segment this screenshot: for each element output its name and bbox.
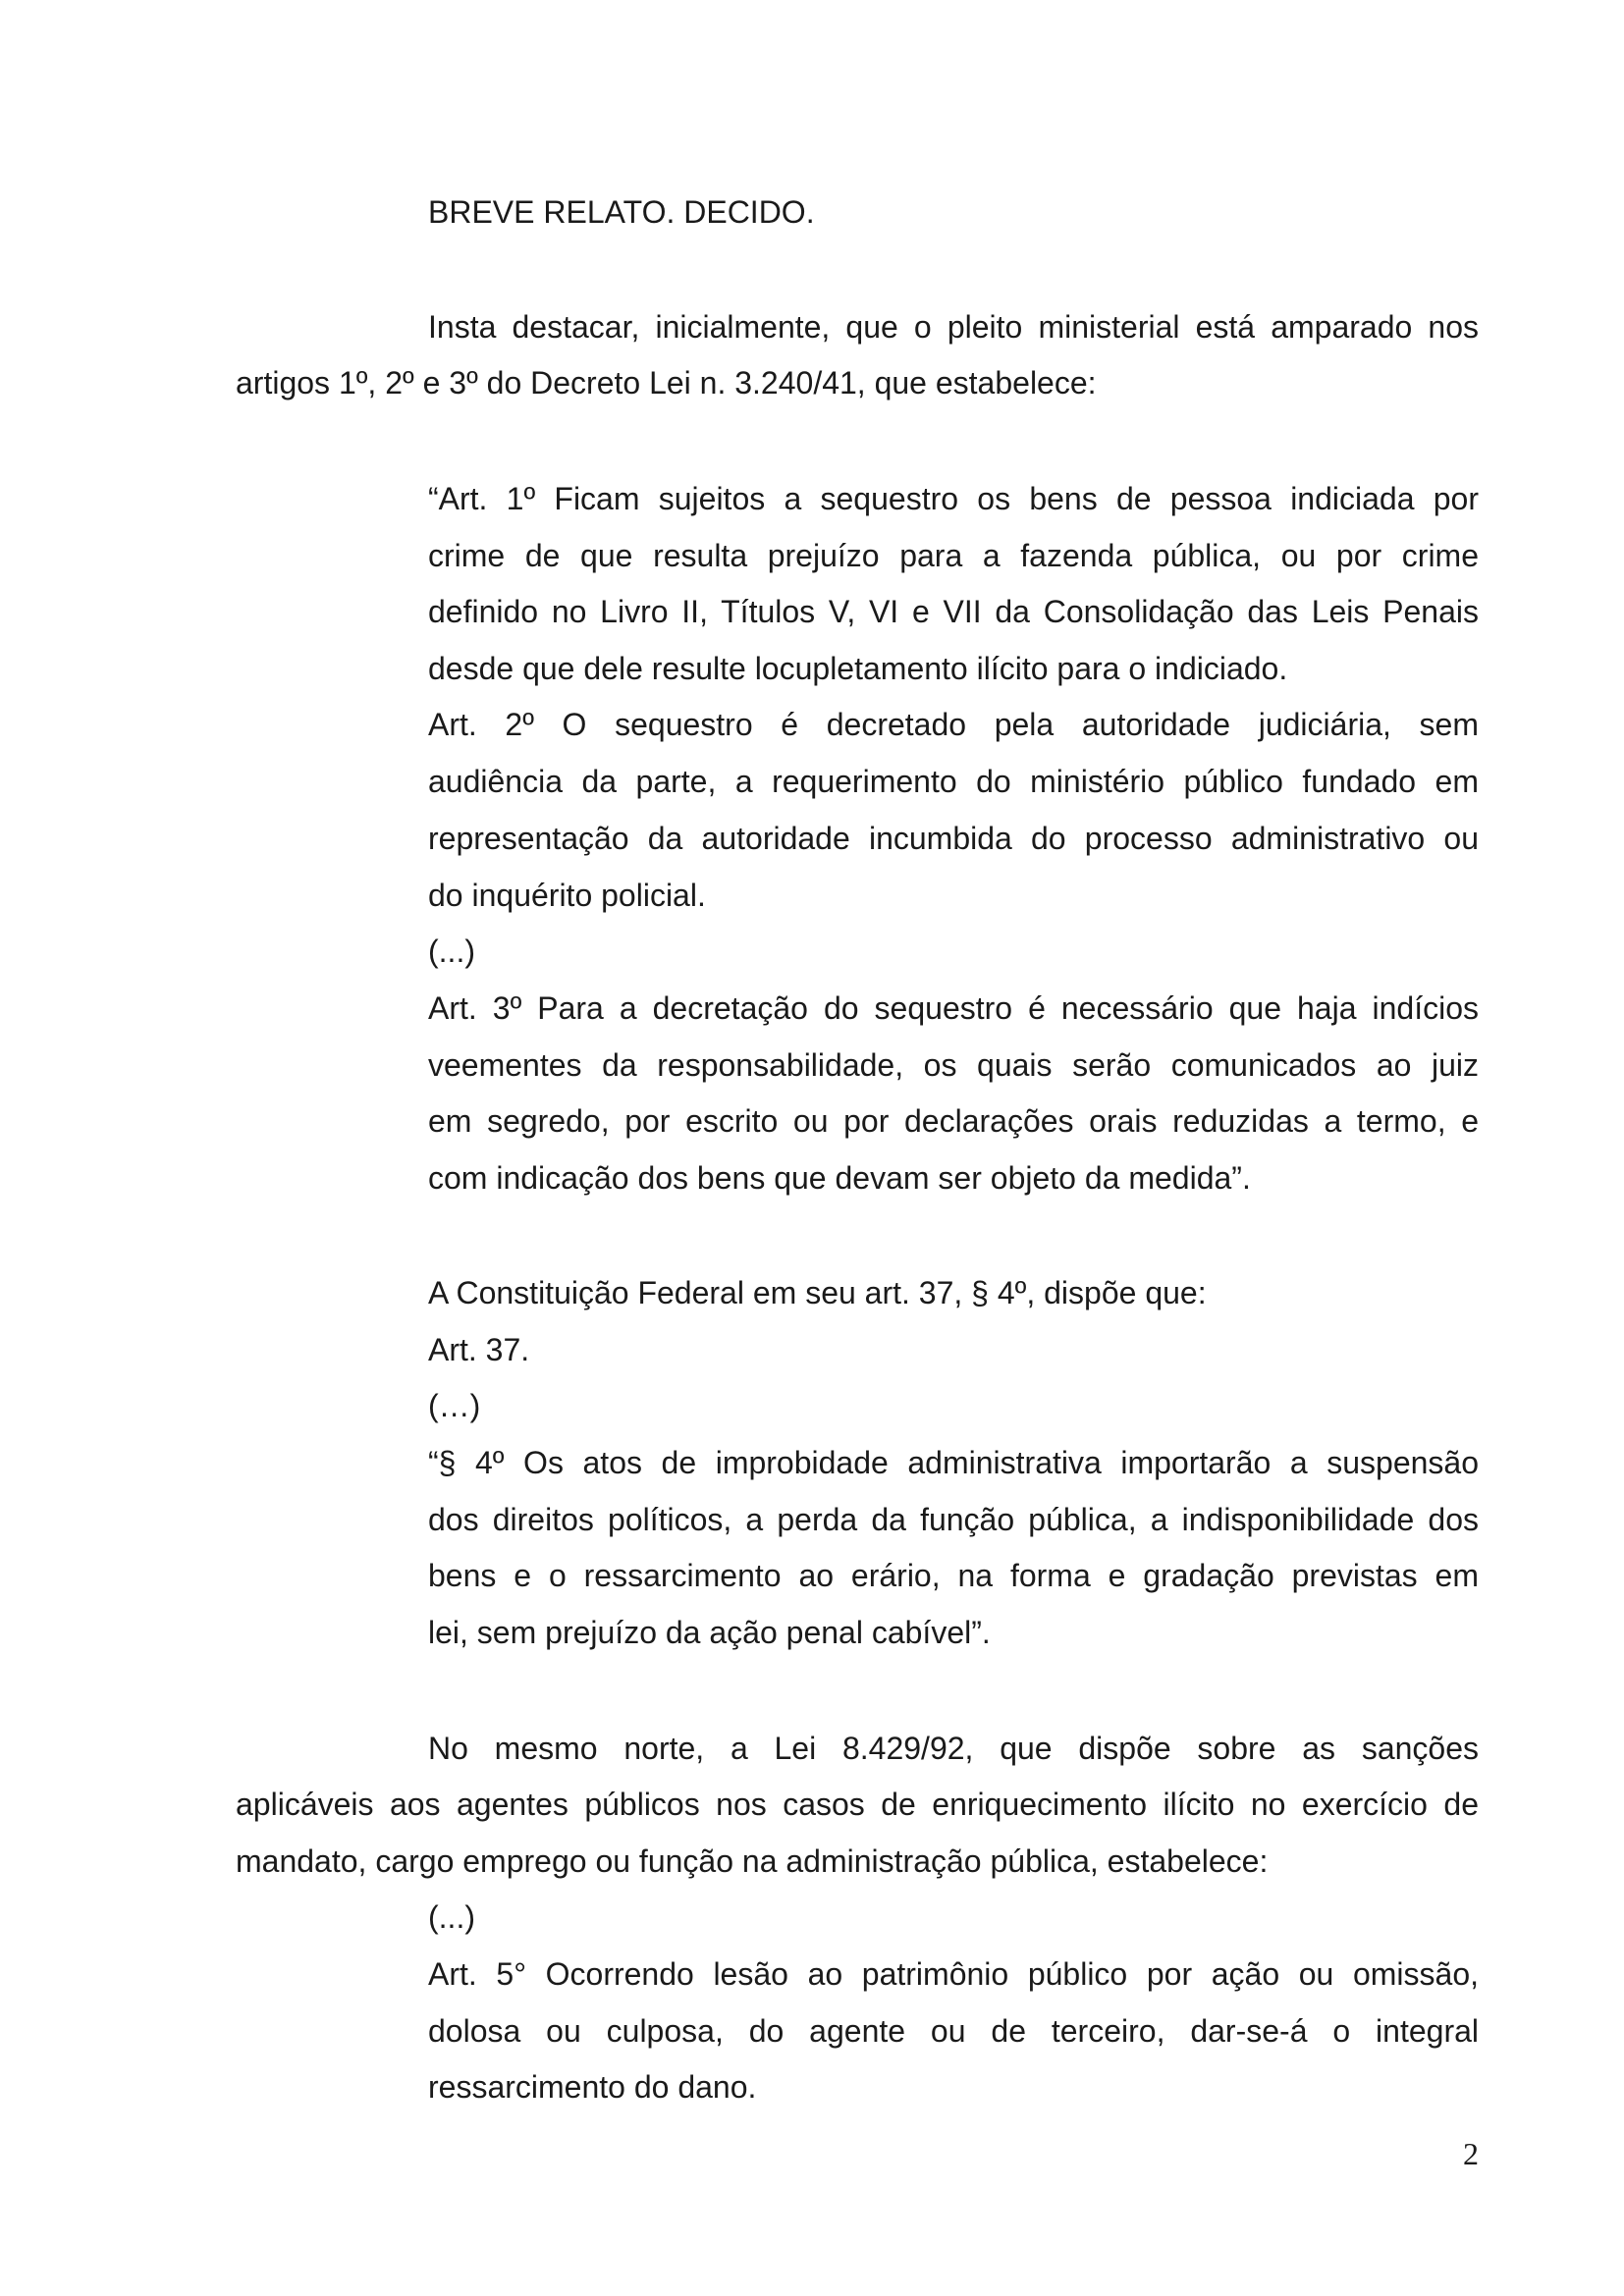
law-paragraph-line-2: aplicáveis aos agentes públicos nos casos de enriquecimento ilícito no exercício de <box>236 1787 1479 1822</box>
decree-quote-line-3: definido no Livro II, Títulos V, VI e VII da Consolidação das Leis Penais <box>428 594 1479 629</box>
constitution-line-5: dos direitos políticos, a perda da função pública, a indisponibilidade dos <box>428 1502 1479 1537</box>
decree-quote-line-4: desde que dele resulte locupletamento ilícito para o indiciado. <box>428 651 1288 686</box>
decree-quote-line-7: representação da autoridade incumbida do processo administrativo ou <box>428 821 1479 856</box>
constitution-line-6: bens e o ressarcimento ao erário, na forma e gradação previstas em <box>428 1558 1479 1593</box>
decree-quote-line-11: veementes da responsabilidade, os quais serão comunicados ao juiz <box>428 1047 1479 1083</box>
decree-quote-line-1: “Art. 1º Ficam sujeitos a sequestro os bens de pessoa indiciada por <box>428 481 1479 516</box>
intro-paragraph-line-1: Insta destacar, inicialmente, que o pleito ministerial está amparado nos <box>428 309 1479 345</box>
decree-quote-line-6: audiência da parte, a requerimento do ministério público fundado em <box>428 764 1479 799</box>
law-paragraph-line-3: mandato, cargo emprego ou função na administração pública, estabelece: <box>236 1843 1269 1879</box>
page-number: 2 <box>1463 2136 1479 2171</box>
intro-paragraph-line-2: artigos 1º, 2º e 3º do Decreto Lei n. 3.240/41, que estabelece: <box>236 365 1097 400</box>
decree-quote-line-12: em segredo, por escrito ou por declarações orais reduzidas a termo, e <box>428 1103 1479 1139</box>
decree-quote-line-9: (...) <box>428 934 475 969</box>
decree-quote-line-10: Art. 3º Para a decretação do sequestro é necessário que haja indícios <box>428 990 1479 1026</box>
law-quote-line-4: ressarcimento do dano. <box>428 2069 757 2105</box>
decree-quote-line-5: Art. 2º O sequestro é decretado pela autoridade judiciária, sem <box>428 707 1479 742</box>
constitution-line-3: (…) <box>428 1388 481 1423</box>
decree-quote-line-8: do inquérito policial. <box>428 878 706 913</box>
law-quote-line-2: Art. 5° Ocorrendo lesão ao patrimônio público por ação ou omissão, <box>428 1956 1479 1992</box>
law-paragraph-line-1: No mesmo norte, a Lei 8.429/92, que dispõe sobre as sanções <box>428 1731 1479 1766</box>
law-quote-line-1: (...) <box>428 1899 475 1935</box>
constitution-line-1: A Constituição Federal em seu art. 37, § 4º, dispõe que: <box>428 1275 1207 1310</box>
section-heading: BREVE RELATO. DECIDO. <box>428 194 815 230</box>
decree-quote-line-13: com indicação dos bens que devam ser objeto da medida”. <box>428 1160 1251 1196</box>
constitution-line-4: “§ 4º Os atos de improbidade administrativa importarão a suspensão <box>428 1445 1479 1480</box>
constitution-line-7: lei, sem prejuízo da ação penal cabível”. <box>428 1615 991 1650</box>
law-quote-line-3: dolosa ou culposa, do agente ou de terceiro, dar-se-á o integral <box>428 2013 1479 2049</box>
constitution-line-2: Art. 37. <box>428 1332 530 1367</box>
decree-quote-line-2: crime de que resulta prejuízo para a fazenda pública, ou por crime <box>428 538 1479 573</box>
